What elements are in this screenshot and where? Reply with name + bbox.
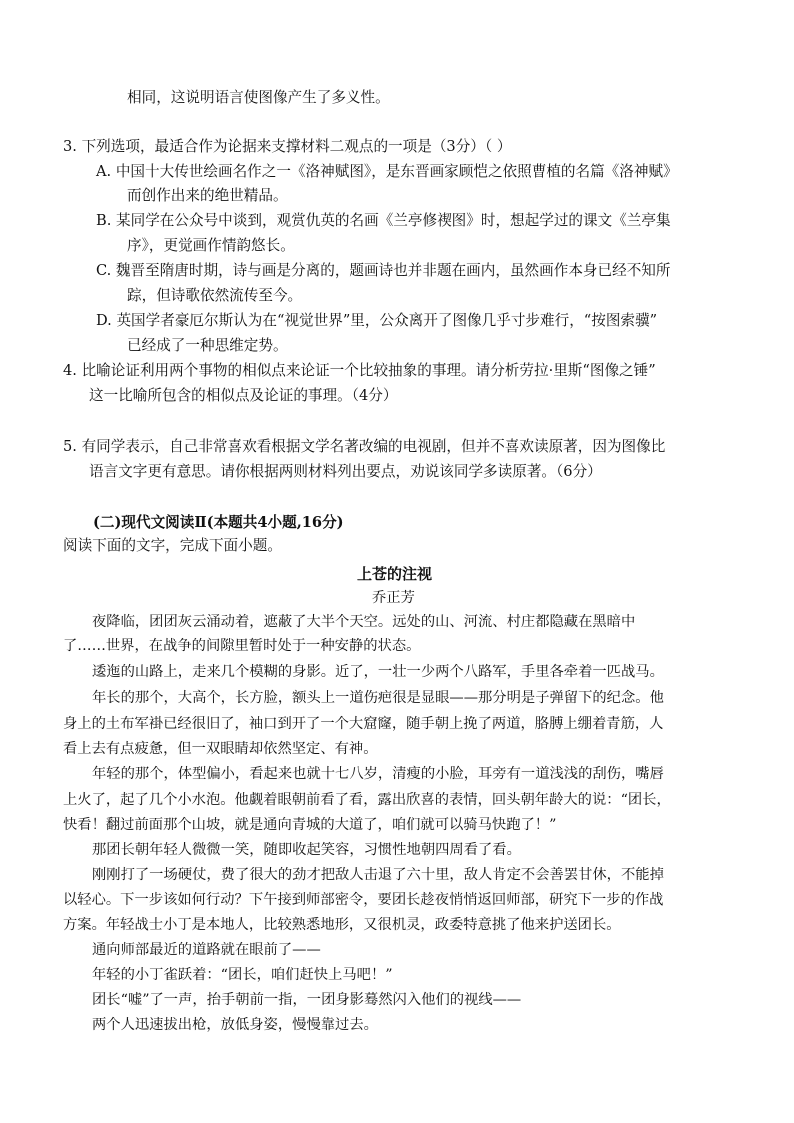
option-b-line-1: B. 某同学在公众号中谈到，观赏仇英的名画《兰亭修禊图》时，想起学过的课文《兰亭集	[96, 212, 671, 229]
option-d-line-1: D. 英国学者豪厄尔斯认为在“视觉世界”里，公众离开了图像几乎寸步难行，“按图索骥”	[96, 312, 658, 329]
option-a-line-1: A. 中国十大传世绘画名作之一《洛神赋图》，是东晋画家顾恺之依照曹植的名篇《洛神赋》	[96, 163, 678, 180]
question-4-line-1: 4. 比喻论证利用两个事物的相似点来论证一个比较抽象的事理。请分析劳拉·里斯“图像之锤”	[63, 362, 656, 379]
section-heading: (二)现代文阅读Ⅱ(本题共4小题,16分)	[93, 514, 344, 531]
story-line: 方案。年轻战士小丁是本地人，比较熟悉地形，又很机灵，政委特意挑了他来护送团长。	[63, 917, 621, 933]
section-instruction: 阅读下面的文字，完成下面小题。	[63, 537, 282, 554]
story-line: 夜降临，团团灰云涌动着，遮蔽了大半个天空。远处的山、河流、村庄都隐藏在黑暗中	[92, 614, 636, 630]
story-author: 乔正芳	[372, 590, 415, 606]
option-c-line-2: 踪，但诗歌依然流传至今。	[127, 287, 303, 304]
question-4-line-2: 这一比喻所包含的相似点及论证的事理。（4分）	[89, 387, 398, 404]
option-a-line-2: 而创作出来的绝世精品。	[127, 187, 288, 204]
story-line: 看上去有点疲惫，但一双眼睛却依然坚定、有神。	[63, 741, 378, 757]
story-title: 上苍的注视	[357, 565, 433, 583]
story-line: 年长的那个，大高个，长方脸，额头上一道伤疤很是显眼——那分明是子弹留下的纪念。他	[92, 690, 664, 706]
story-line: 两个人迅速拔出枪，放低身姿，慢慢靠过去。	[92, 1017, 378, 1033]
story-line: 快看！翻过前面那个山坡，就是通向青城的大道了，咱们就可以骑马快跑了！”	[63, 817, 557, 833]
story-line: 身上的土布军褂已经很旧了，袖口到开了一个大窟窿，随手朝上挽了两道，胳膊上绷着青筋，人	[63, 716, 664, 732]
story-line: 年轻的小丁雀跃着：“团长，咱们赶快上马吧！”	[92, 967, 393, 983]
story-line: 通向师部最近的道路就在眼前了——	[92, 942, 321, 958]
story-line: 团长“嘘”了一声，抬手朝前一指，一团身影蓦然闪入他们的视线——	[92, 992, 522, 1008]
continued-line: 相同，这说明语言使图像产生了多义性。	[127, 89, 390, 106]
story-line: 年轻的那个，体型偏小，看起来也就十七八岁，清瘦的小脸，耳旁有一道浅浅的刮伤，嘴唇	[92, 766, 664, 782]
story-line: 逶迤的山路上，走来几个模糊的身影。近了，一壮一少两个八路军，手里各牵着一匹战马。	[92, 664, 664, 680]
story-line: 那团长朝年轻人微微一笑，随即收起笑容，习惯性地朝四周看了看。	[92, 842, 521, 858]
option-d-line-2: 已经成了一种思维定势。	[127, 337, 288, 354]
option-b-line-2: 序》，更觉画作情韵悠长。	[127, 237, 295, 254]
story-line: 了……世界，在战争的间隙里暂时处于一种安静的状态。	[63, 638, 421, 654]
story-line: 以轻心。下一步该如何行动？下午接到师部密令，要团长趁夜悄悄返回师部，研究下一步的作战	[63, 892, 664, 908]
question-5-line-1: 5. 有同学表示，自己非常喜欢看根据文学名著改编的电视剧，但并不喜欢读原著，因为图像比	[63, 438, 666, 455]
story-line: 上火了，起了几个小水泡。他觑着眼朝前看了看，露出欣喜的表情，回头朝年龄大的说：“团长，	[63, 792, 671, 808]
question-5-line-2: 语言文字更有意思。请你根据两则材料列出要点，劝说该同学多读原著。（6分）	[89, 463, 602, 480]
option-c-line-1: C. 魏晋至隋唐时期，诗与画是分离的，题画诗也并非题在画内，虽然画作本身已经不知所	[96, 262, 671, 279]
question-3-stem: 3. 下列选项，最适合作为论据来支撑材料二观点的一项是（3分）（ ）	[63, 138, 512, 155]
story-line: 刚刚打了一场硬仗，费了很大的劲才把敌人击退了六十里，敌人肯定不会善罢甘休，不能掉	[92, 867, 664, 883]
